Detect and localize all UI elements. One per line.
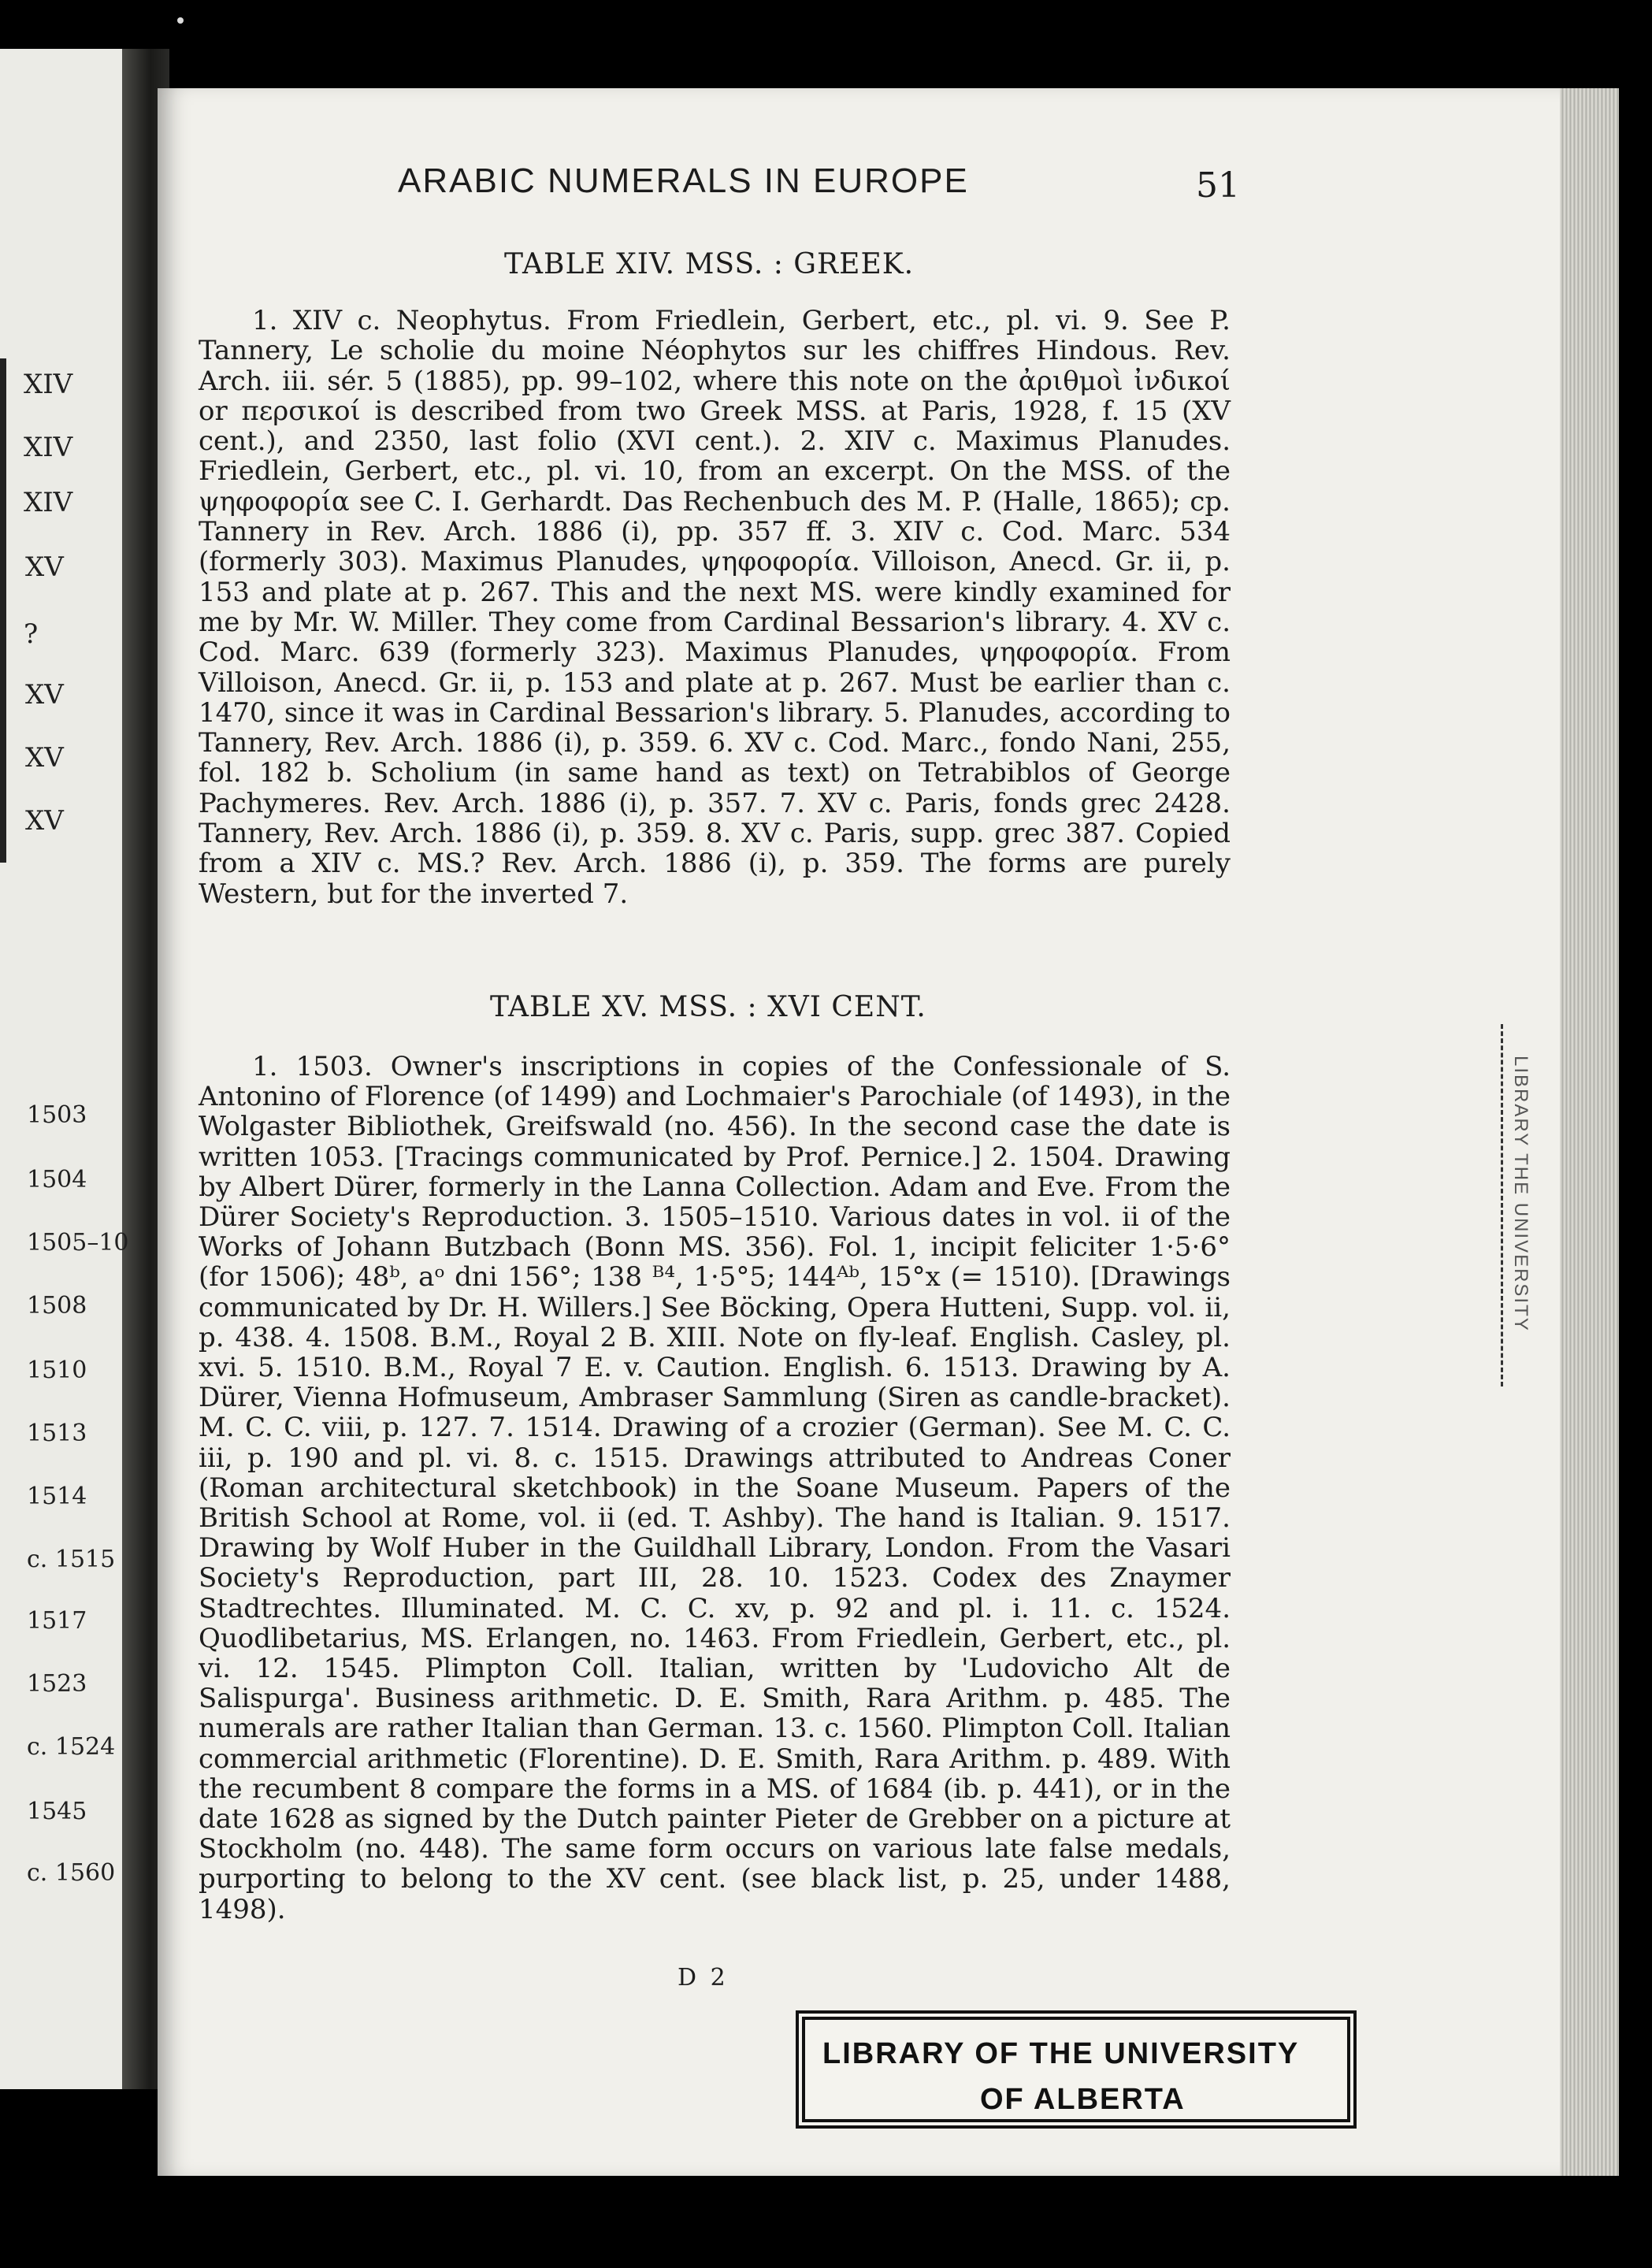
table-xv-body: 1. 1503. Owner's inscriptions in copies of the Confessionale of S. Antonino of Florence (of 1499) and Lochmaier's Parochiale (of 1493), in the Wolgaster Bibliothek, Greifswald (no. 456). In the second case the date is written 1053. [Tracings communicated by Prof. Pernice.] 2. 1504. Drawing by Albert Dürer, formerly in the Lanna Collection. Adam and Eve. From the Dürer Society's Reproduction. 3. 1505–1510. Various dates in vol. ii of the Works of Johann Butzbach (Bonn MS. 356). Fol. 1, incipit feliciter 1·5·6° (for 1506); 48ᵇ, aᵒ dni 156°; 138 ᴮ⁴, 1·5°5; 144ᴬᵇ, 15°x (= 1510). [Drawings communicated by Dr. H. Willers.] See Böcking, Opera Hutteni, Supp. vol. ii, p. 438. 4. 1508. B.M., Royal 2 B. XIII. Note on fly-leaf. English. Casley, pl. xvi. 5. 1510. B.M., Royal 7 E. v. Caution. English. 6. 1513. Drawing by A. Dürer, Vienna Hofmuseum, Ambraser Sammlung (Siren as candle-bracket). M. C. C. viii, p. 127. 7. 1514. Drawing of a crozier (German). See M. C. C. iii, p. 190 and pl. vi. 8. c. 1515. Drawings attributed to Andreas Coner (Roman architectural sketchbook) in the Soane Museum. Papers of the British School at Rome, vol. ii (ed. T. Ashby). The hand is Italian. 9. 1517. Drawing by Wolf Huber in the Guildhall Library, London. From the Vasari Society's Reproduction, part III, 28. 10. 1523. Codex des Znaymer Stadtrechtes. Illuminated. M. C. C. xv, p. 92 and pl. i. 11. c. 1524. Quodlibetarius, MS. Erlangen, no. 1463. From Friedlein, Gerbert, etc., pl. vi. 12. 1545. Plimpton Coll. Italian, written by 'Ludovicho Alt de Salispurga'. Business arithmetic. D. E. Smith, Rara Arithm. p. 485. The numerals are rather Italian than German. 13. c. 1560. Plimpton Coll. Italian commercial arithmetic (Florentine). D. E. Smith, Rara Arithm. p. 489. With the recumbent 8 compare the forms in a MS. of 1684 (ib. p. 441), or in the date 1628 as signed by the Dutch painter Pieter de Grebber on a picture at Stockholm (no. 448). The same form occurs on various late false medals, purporting to belong to the XV cent. (see black list, p. 25, under 1488, 1498). xyxy=(199,1051,1231,1925)
margin-date: 1514 xyxy=(27,1483,87,1510)
margin-date: 1523 xyxy=(27,1670,87,1698)
margin-date: c. 1524 xyxy=(27,1733,116,1761)
table-xv-heading: TABLE XV. MSS. : XVI CENT. xyxy=(490,991,926,1023)
margin-date: c. 1515 xyxy=(27,1546,116,1573)
margin-date: XV xyxy=(25,805,64,837)
margin-date: XV xyxy=(25,679,64,711)
library-stamp-line2: OF ALBERTA xyxy=(980,2083,1186,2116)
margin-date: 1504 xyxy=(27,1166,87,1193)
page-edge-stack xyxy=(1560,88,1619,2176)
running-head: ARABIC NUMERALS IN EUROPE xyxy=(398,161,969,200)
margin-date: 1508 xyxy=(27,1292,87,1320)
left-facing-page xyxy=(0,49,122,2089)
margin-date: XIV xyxy=(24,369,73,400)
margin-date: XV xyxy=(25,742,64,774)
margin-date: ? xyxy=(24,618,39,650)
side-stamp-text: LIBRARY THE UNIVERSITY xyxy=(1510,1056,1531,1332)
table-xiv-heading: TABLE XIV. MSS. : GREEK. xyxy=(504,248,915,280)
side-library-stamp xyxy=(1501,1024,1535,1386)
margin-date: 1510 xyxy=(27,1357,87,1384)
page-number: 51 xyxy=(1196,165,1240,206)
margin-date: XIV xyxy=(24,432,73,463)
library-stamp xyxy=(796,2010,1357,2129)
library-stamp-line1: LIBRARY OF THE UNIVERSITY xyxy=(822,2037,1300,2070)
margin-date: 1513 xyxy=(27,1420,87,1447)
margin-date: 1503 xyxy=(27,1101,87,1129)
margin-date: 1505–10 xyxy=(27,1229,129,1256)
margin-rule-greek xyxy=(0,358,6,863)
margin-date: 1545 xyxy=(27,1798,87,1825)
margin-date: XIV xyxy=(24,487,73,518)
scan-speck xyxy=(177,17,184,24)
margin-date: 1517 xyxy=(27,1607,87,1635)
table-xiv-body: 1. XIV c. Neophytus. From Friedlein, Gerbert, etc., pl. vi. 9. See P. Tannery, Le scholie du moine Néophytos sur les chiffres Hindous. Rev. Arch. iii. sér. 5 (1885), pp. 99–102, where this note on the ἀριθμοὶ ἰνδικοί or περσικοί is described from two Greek MSS. at Paris, 1928, f. 15 (XV cent.), and 2350, last folio (XVI cent.). 2. XIV c. Maximus Planudes. Friedlein, Gerbert, etc., pl. vi. 10, from an excerpt. On the MSS. of the ψηφοφορία see C. I. Gerhardt. Das Rechenbuch des M. P. (Halle, 1865); cp. Tannery in Rev. Arch. 1886 (i), pp. 357 ff. 3. XIV c. Cod. Marc. 534 (formerly 303). Maximus Planudes, ψηφοφορία. Villoison, Anecd. Gr. ii, p. 153 and plate at p. 267. This and the next MS. were kindly examined for me by Mr. W. Miller. They come from Cardinal Bessarion's library. 4. XV c. Cod. Marc. 639 (formerly 323). Maximus Planudes, ψηφοφορία. From Villoison, Anecd. Gr. ii, p. 153 and plate at p. 267. Must be earlier than c. 1470, since it was in Cardinal Bessarion's library. 5. Planudes, according to Tannery, Rev. Arch. 1886 (i), p. 359. 6. XV c. Cod. Marc., fondo Nani, 255, fol. 182 b. Scholium (in same hand as text) on Tetrabiblos of George Pachymeres. Rev. Arch. 1886 (i), p. 357. 7. XV c. Paris, fonds grec 2428. Tannery, Rev. Arch. 1886 (i), p. 359. 8. XV c. Paris, supp. grec 387. Copied from a XIV c. MS.? Rev. Arch. 1886 (i), p. 359. The forms are purely Western, but for the inverted 7. xyxy=(199,305,1231,910)
margin-date: c. 1560 xyxy=(27,1859,116,1887)
margin-date: XV xyxy=(25,551,64,583)
signature-mark: D 2 xyxy=(678,1964,729,1991)
